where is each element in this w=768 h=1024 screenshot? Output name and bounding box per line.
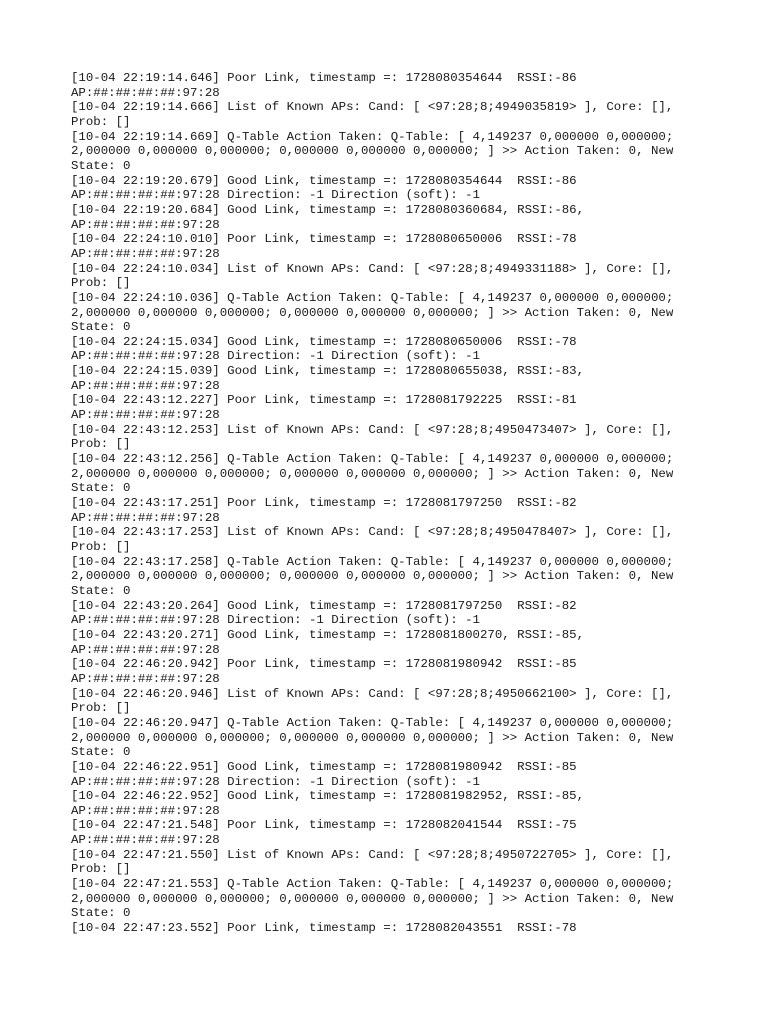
log-entry: [10-04 22:19:14.646] Poor Link, timestamp =: 1728080354644 RSSI:-86 AP:##:##:##:##:97:28 bbox=[71, 71, 577, 100]
log-entry: [10-04 22:19:20.684] Good Link, timestamp =: 1728080360684, RSSI:-86, AP:##:##:##:##:97:28 bbox=[71, 202, 585, 232]
log-document bbox=[71, 71, 701, 936]
log-entry: [10-04 22:46:20.942] Poor Link, timestamp =: 1728081980942 RSSI:-85 AP:##:##:##:##:97:28 bbox=[71, 657, 577, 686]
log-entry: [10-04 22:47:23.552] Poor Link, timestamp =: 1728082043551 RSSI:-78 bbox=[71, 921, 577, 936]
log-entry: [10-04 22:24:15.039] Good Link, timestamp =: 1728080655038, RSSI:-83, AP:##:##:##:##:97:28 bbox=[71, 364, 585, 393]
log-entry: [10-04 22:24:10.036] Q-Table Action Taken: Q-Table: [ 4,149237 0,000000 0,000000; 2,000000 0,000000 0,000000; 0,000000 0,000000 0,000000; ] >> Action Taken: 0, New State: 0 bbox=[71, 290, 674, 335]
log-entry: [10-04 22:47:21.553] Q-Table Action Taken: Q-Table: [ 4,149237 0,000000 0,000000; 2,000000 0,000000 0,000000; 0,000000 0,000000 0,000000; ] >> Action Taken: 0, New State: 0 bbox=[71, 877, 674, 921]
log-entry: [10-04 22:43:17.258] Q-Table Action Taken: Q-Table: [ 4,149237 0,000000 0,000000; 2,000000 0,000000 0,000000; 0,000000 0,000000 0,000000; ] >> Action Taken: 0, New State: 0 bbox=[71, 554, 674, 598]
log-entry: [10-04 22:46:20.946] List of Known APs: Cand: [ <97:28;8;4950662100> ], Core: [], Prob: [] bbox=[71, 686, 674, 716]
log-entry: [10-04 22:43:12.256] Q-Table Action Taken: Q-Table: [ 4,149237 0,000000 0,000000; 2,000000 0,000000 0,000000; 0,000000 0,000000 0,000000; ] >> Action Taken: 0, New State: 0 bbox=[71, 452, 674, 496]
log-entry: [10-04 22:43:17.253] List of Known APs: Cand: [ <97:28;8;4950478407> ], Core: [], Prob: [] bbox=[71, 525, 674, 554]
log-entry: [10-04 22:43:17.251] Poor Link, timestamp =: 1728081797250 RSSI:-82 AP:##:##:##:##:97:28 bbox=[71, 496, 577, 525]
log-entry: [10-04 22:43:12.227] Poor Link, timestamp =: 1728081792225 RSSI:-81 AP:##:##:##:##:97:28 bbox=[71, 393, 577, 423]
log-entry: [10-04 22:46:22.952] Good Link, timestamp =: 1728081982952, RSSI:-85, AP:##:##:##:##:97:28 bbox=[71, 789, 585, 818]
log-entry: [10-04 22:43:20.271] Good Link, timestamp =: 1728081800270, RSSI:-85, AP:##:##:##:##:97:28 bbox=[71, 627, 585, 657]
log-entry: [10-04 22:19:14.666] List of Known APs: Cand: [ <97:28;8;4949035819> ], Core: [], Prob: [] bbox=[71, 100, 674, 129]
log-entry: [10-04 22:46:20.947] Q-Table Action Taken: Q-Table: [ 4,149237 0,000000 0,000000; 2,000000 0,000000 0,000000; 0,000000 0,000000 0,000000; ] >> Action Taken: 0, New State: 0 bbox=[71, 715, 674, 760]
log-entry: [10-04 22:24:10.034] List of Known APs: Cand: [ <97:28;8;4949331188> ], Core: [], Prob: [] bbox=[71, 261, 674, 291]
log-entry: [10-04 22:46:22.951] Good Link, timestamp =: 1728081980942 RSSI:-85 AP:##:##:##:##:97:28 Direction: -1 Direction (soft): -1 bbox=[71, 759, 577, 789]
log-entry: [10-04 22:47:21.548] Poor Link, timestamp =: 1728082041544 RSSI:-75 AP:##:##:##:##:97:28 bbox=[71, 818, 577, 848]
log-entry: [10-04 22:19:20.679] Good Link, timestamp =: 1728080354644 RSSI:-86 AP:##:##:##:##:97:28 Direction: -1 Direction (soft): -1 bbox=[71, 173, 577, 203]
log-entry: [10-04 22:24:10.010] Poor Link, timestamp =: 1728080650006 RSSI:-78 AP:##:##:##:##:97:28 bbox=[71, 232, 577, 261]
log-entry: [10-04 22:43:20.264] Good Link, timestamp =: 1728081797250 RSSI:-82 AP:##:##:##:##:97:28 Direction: -1 Direction (soft): -1 bbox=[71, 598, 577, 628]
log-entry: [10-04 22:24:15.034] Good Link, timestamp =: 1728080650006 RSSI:-78 AP:##:##:##:##:97:28 Direction: -1 Direction (soft): -1 bbox=[71, 334, 577, 364]
log-entry: [10-04 22:47:21.550] List of Known APs: Cand: [ <97:28;8;4950722705> ], Core: [], Prob: [] bbox=[71, 847, 674, 877]
log-entry: [10-04 22:19:14.669] Q-Table Action Taken: Q-Table: [ 4,149237 0,000000 0,000000; 2,000000 0,000000 0,000000; 0,000000 0,000000 0,000000; ] >> Action Taken: 0, New State: 0 bbox=[71, 129, 674, 173]
log-entry: [10-04 22:43:12.253] List of Known APs: Cand: [ <97:28;8;4950473407> ], Core: [], Prob: [] bbox=[71, 422, 674, 452]
